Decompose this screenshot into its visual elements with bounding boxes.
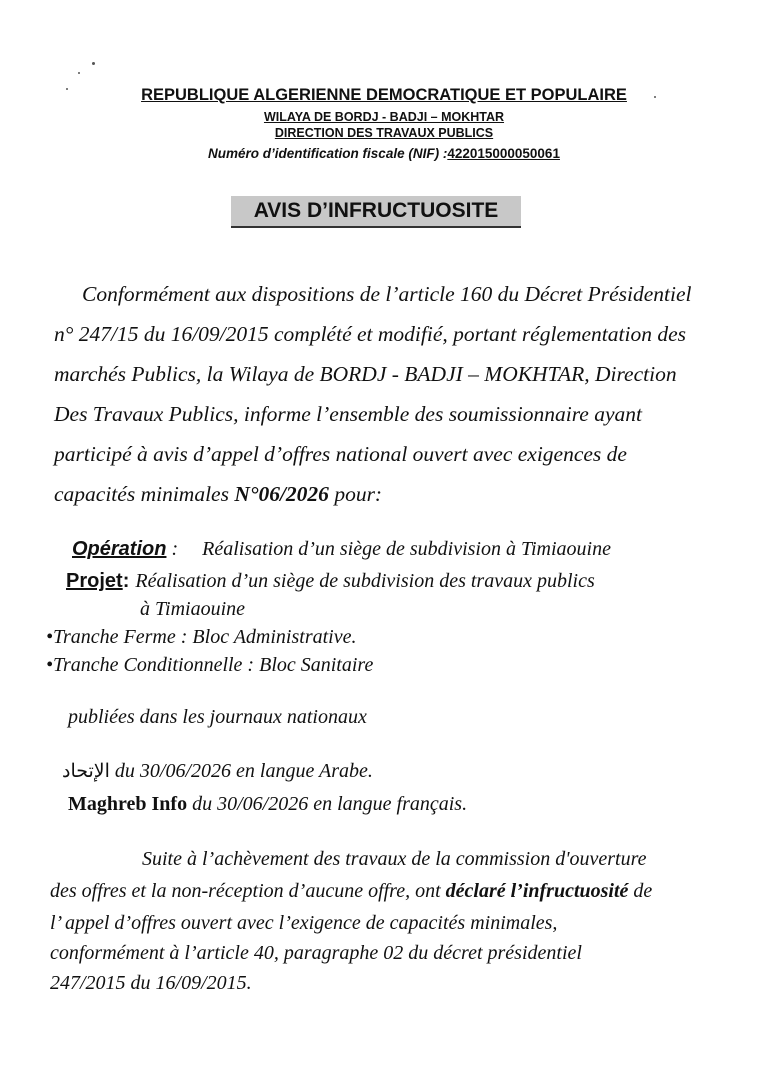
operation-sep: : — [166, 538, 179, 560]
paragraph2-line: l’ appel d’offres ouvert avec l’exigence de capacités minimales, — [50, 912, 558, 934]
header-direction: DIRECTION DES TRAVAUX PUBLICS — [274, 126, 494, 140]
projet-text-cont: à Timiaouine — [140, 598, 246, 620]
journal-french-text: du 30/06/2026 en langue français. — [187, 793, 468, 815]
tender-reference: N°06/2026 — [234, 482, 329, 506]
projet-label: Projet — [66, 570, 123, 592]
journal-arabic-name: الإتحاد — [62, 761, 110, 782]
scan-speck — [92, 62, 95, 65]
paragraph1-line: Conformément aux dispositions de l’article 160 du Décret Présidentiel — [82, 282, 692, 306]
line6-pre: capacités minimales — [54, 482, 235, 506]
journal-french-name: Maghreb Info — [68, 793, 188, 815]
declaration-emphasis: déclaré l’infructuosité — [445, 880, 629, 902]
tranche-item: •Tranche Conditionnelle : Bloc Sanitaire — [46, 654, 374, 676]
nif-value: 422015000050061 — [447, 146, 560, 161]
projet-line — [66, 570, 595, 593]
document-title: AVIS D’INFRUCTUOSITE — [231, 196, 521, 228]
paragraph2-line — [50, 880, 652, 903]
line2-pre: des offres et la non-réception d’aucune offre, ont — [50, 880, 446, 902]
journal-french-line — [68, 793, 467, 816]
header-nif — [0, 146, 768, 161]
paragraph1-line: marchés Publics, la Wilaya de BORDJ - BADJI – MOKHTAR, Direction — [54, 362, 677, 386]
publication-intro: publiées dans les journaux nationaux — [68, 706, 367, 728]
paragraph2-line: conformément à l’article 40, paragraphe 02 du décret présidentiel — [50, 942, 582, 964]
tranche-item: •Tranche Ferme : Bloc Administrative. — [46, 626, 357, 648]
paragraph2-line: 247/2015 du 16/09/2015. — [50, 972, 252, 994]
nif-label: Numéro d’identification fiscale (NIF) : — [208, 146, 448, 161]
paragraph2-line: Suite à l’achèvement des travaux de la commission d'ouverture — [142, 848, 647, 870]
line2-post: de — [628, 880, 653, 902]
journal-arabic-text: du 30/06/2026 en langue Arabe. — [109, 760, 373, 782]
scan-speck — [78, 72, 80, 74]
operation-line — [72, 538, 611, 561]
projet-sep: : — [122, 570, 130, 592]
journal-arabic-line — [62, 760, 373, 783]
line6-post: pour: — [328, 482, 383, 506]
paragraph1-line: n° 247/15 du 16/09/2015 complété et modifié, portant réglementation des — [54, 322, 687, 346]
header-republic: REPUBLIQUE ALGERIENNE DEMOCRATIQUE ET POPULAIRE — [141, 86, 627, 104]
paragraph1-line — [54, 482, 382, 507]
operation-text: Réalisation d’un siège de subdivision à Timiaouine — [202, 538, 611, 560]
header-wilaya: WILAYA DE BORDJ - BADJI – MOKHTAR — [263, 110, 505, 124]
paragraph1-line: participé à avis d’appel d’offres national ouvert avec exigences de — [54, 442, 627, 466]
projet-text: Réalisation d’un siège de subdivision des travaux publics — [135, 570, 595, 592]
paragraph1-line: Des Travaux Publics, informe l’ensemble des soumissionnaire ayant — [54, 402, 642, 426]
operation-label: Opération — [72, 538, 167, 560]
